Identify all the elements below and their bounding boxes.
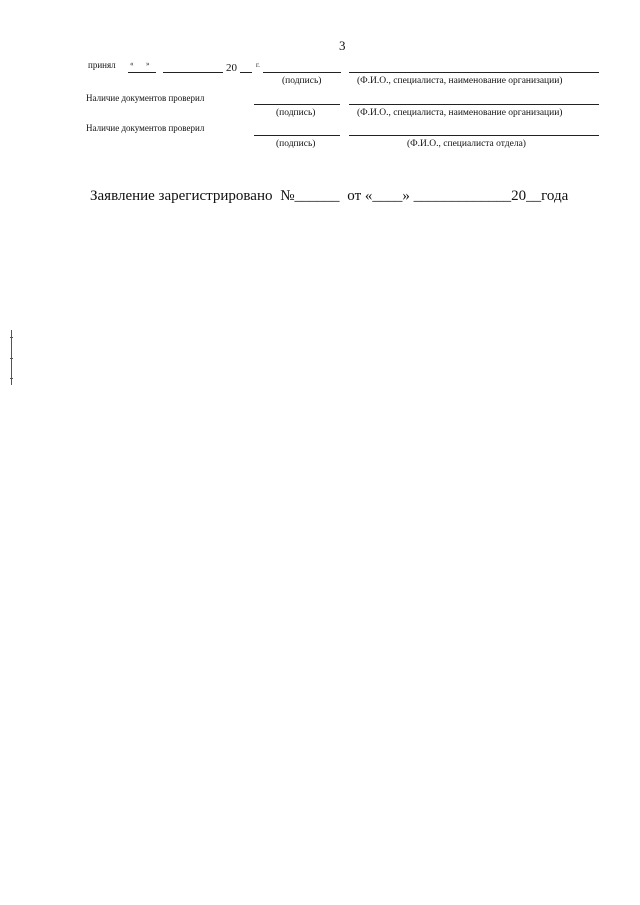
month-blank-line[interactable] [163, 72, 223, 73]
name-line[interactable] [349, 135, 599, 136]
name-line[interactable] [349, 72, 599, 73]
quote-close: » [146, 60, 150, 68]
page-number: 3 [339, 38, 346, 53]
checked-label: Наличие документов проверил [86, 93, 205, 103]
checked-label: Наличие документов проверил [86, 123, 205, 133]
margin-tick [10, 358, 13, 359]
year-blank[interactable]: __ [526, 188, 542, 204]
day-blank[interactable]: «____» [364, 188, 410, 204]
name-line[interactable] [349, 104, 599, 105]
number-blank[interactable]: ______ [294, 188, 340, 204]
registered-text: Заявление зарегистрировано [90, 188, 273, 204]
year-label: года [541, 188, 569, 204]
year-prefix: 20 [511, 188, 527, 204]
registration-statement [90, 188, 568, 205]
year-prefix: 20 [226, 62, 237, 74]
name-caption: (Ф.И.О., специалиста, наименование организации) [357, 76, 563, 86]
margin-tick [10, 378, 13, 379]
signature-caption: (подпись) [276, 108, 316, 118]
day-blank-line[interactable] [128, 72, 156, 73]
margin-tick [10, 337, 13, 338]
name-caption: (Ф.И.О., специалиста, наименование организации) [357, 108, 563, 118]
signature-line[interactable] [254, 135, 340, 136]
signature-caption: (подпись) [282, 76, 322, 86]
number-sign: № [280, 188, 295, 204]
name-caption: (Ф.И.О., специалиста отдела) [407, 139, 526, 149]
quote-open: « [130, 60, 134, 68]
year-blank-line[interactable] [240, 72, 252, 73]
signature-caption: (подпись) [276, 139, 316, 149]
month-blank[interactable]: _____________ [413, 188, 512, 204]
signature-line[interactable] [254, 104, 340, 105]
year-suffix: г. [256, 61, 260, 69]
from-label: от [347, 188, 362, 204]
accepted-label: принял [88, 60, 116, 70]
signature-line[interactable] [263, 72, 341, 73]
